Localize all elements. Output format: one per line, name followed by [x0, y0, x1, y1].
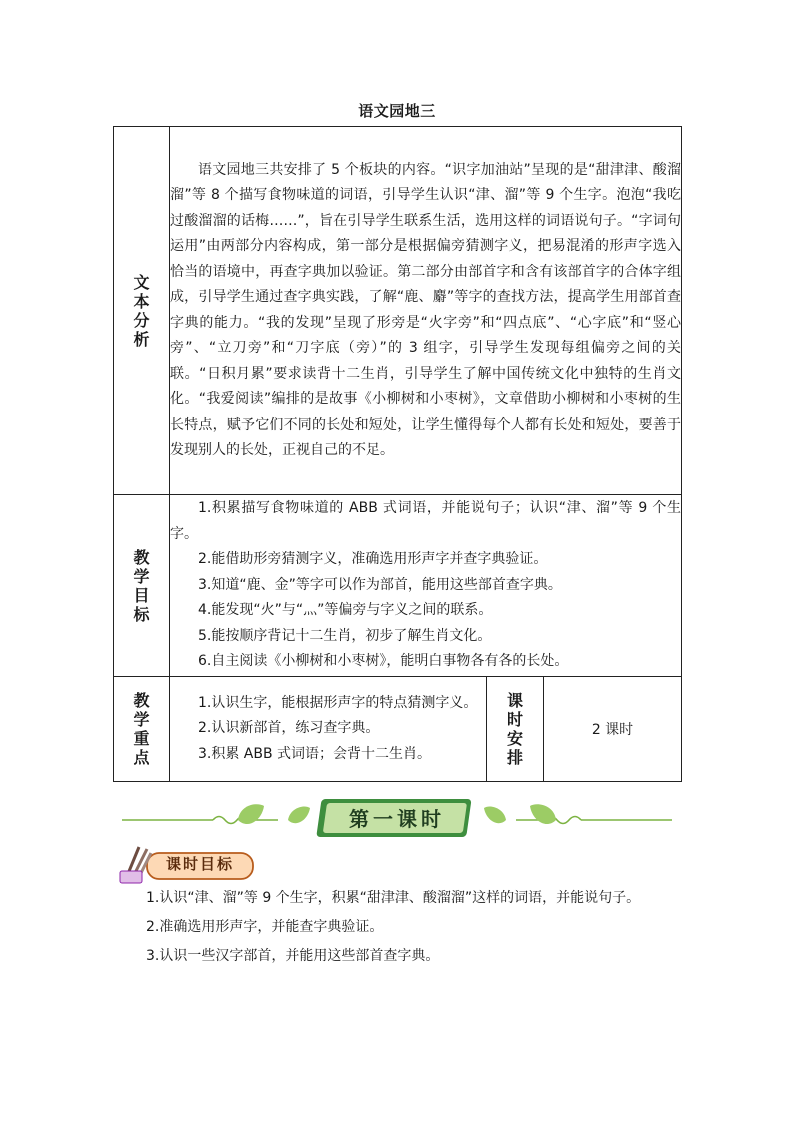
badge-label: 课时目标 — [166, 855, 235, 873]
text-analysis-label-text: 文 本 分 析 — [133, 272, 150, 349]
teaching-goal-item: 3.知道“鹿、金”等字可以作为部首，能用这些部首查字典。 — [198, 576, 562, 593]
lesson-objective-item: 3.认识一些汉字部首，并能用这些部首查字典。 — [146, 948, 440, 964]
key-point-item: 3.积累 ABB 式词语；会背十二生肖。 — [198, 745, 432, 762]
teaching-goals-cell — [170, 495, 682, 677]
key-point-item: 2.认识新部首，练习查字典。 — [198, 720, 380, 737]
key-points-cell — [170, 677, 487, 782]
teaching-goal-item: 5.能按顺序背记十二生肖，初步了解生肖文化。 — [198, 627, 492, 644]
lesson-objectives — [118, 884, 676, 971]
key-points-row — [114, 677, 682, 782]
key-points-label — [114, 677, 170, 782]
teaching-goal-item: 1.积累描写食物味道的 ABB 式词语，并能说句子；认识“津、溜”等 9 个生字。 — [170, 499, 681, 542]
schedule-label — [487, 677, 544, 782]
leaf-icon — [530, 804, 556, 824]
teaching-goal-item: 2.能借助形旁猜测字义，准确选用形声字并查字典验证。 — [198, 551, 548, 568]
text-analysis-cell — [170, 127, 682, 495]
key-point-item: 1.认识生字，能根据形声字的特点猜测字义。 — [198, 694, 478, 711]
text-analysis-body: 语文园地三共安排了 5 个板块的内容。“识字加油站”呈现的是“甜津津、酸溜溜”等 8 个描写食物味道的词语，引导学生认识“津、溜”等 9 个生字。泡泡“我吃过酸溜溜的话梅……”，旨在引导学生联系生活，选用这样的词语说句子。“字词句运用”由两部分内容构成，第一部分是根据偏旁猜测字义，把易混淆的形声字选入恰当的语境中，再查字典加以验证。第二部分由部首字和含有该部首字的合体字组成，引导学生通过查字典实践，了解“鹿、麝”等字的查找方法，提高学生用部首查字典的能力。“我的发现”呈现了形旁是“火字旁”和“四点底”、“心字底”和“竖心旁”、“立刀旁”和“刀字底（旁）”的 3 组字，引导学生发现每组偏旁之间的关联。“日积月累”要求读背十二生肖，引导学生了解中国传统文化中独特的生肖文化。“我爱阅读”编排的是故事《小柳树和小枣树》，文章借助小柳树和小枣树的生长特点，赋予它们不同的长处和短处，让学生懂得每个人都有长处和短处，要善于发现别人的长处，正视自己的不足。 — [170, 161, 681, 458]
teaching-goal-item: 6.自主阅读《小柳树和小枣树》，能明白事物各有各的长处。 — [198, 653, 569, 670]
lesson-objective-item: 1.认识“津、溜”等 9 个生字，积累“甜津津、酸溜溜”这样的词语，并能说句子。 — [146, 890, 641, 906]
page-title: 语文园地三 — [358, 102, 436, 120]
brushes-icon — [120, 847, 151, 883]
leaf-icon — [288, 807, 310, 824]
leaf-icon — [484, 807, 506, 824]
banner-label: 第一课时 — [349, 806, 445, 831]
leaf-icon — [238, 804, 264, 824]
schedule-label-text: 课 时 安 排 — [506, 691, 523, 767]
text-analysis-label — [114, 127, 170, 495]
text-analysis-row — [114, 127, 682, 495]
lesson-plan-table — [113, 126, 682, 782]
lesson-objective-item: 2.准确选用形声字，并能查字典验证。 — [146, 919, 384, 935]
key-points-label-text: 教 学 重 点 — [133, 691, 150, 767]
schedule-value: 2 课时 — [544, 677, 682, 782]
teaching-goals-label — [114, 495, 170, 677]
teaching-goals-row — [114, 495, 682, 677]
teaching-goal-item: 4.能发现“火”与“灬”等偏旁与字义之间的联系。 — [198, 602, 493, 619]
teaching-goals-label-text: 教 学 目 标 — [133, 547, 150, 624]
